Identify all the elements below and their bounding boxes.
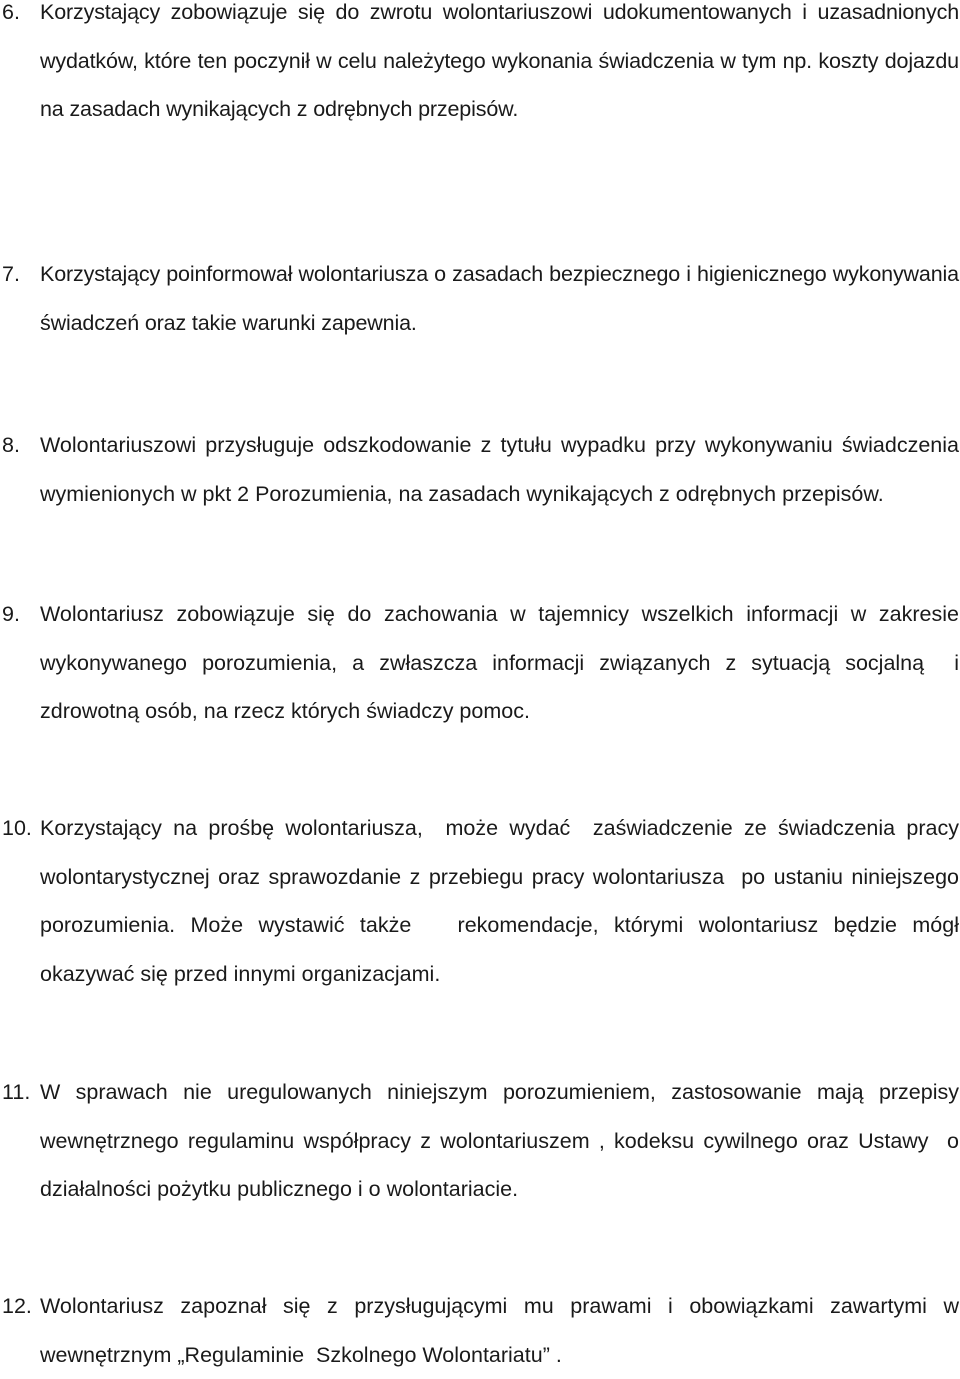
item-text: Korzystający na prośbę wolontariusza, może wydać zaświadczenie ze świadczenia pracy wolontarystycznej oraz sprawozdanie z przebiegu pracy wolontariusza po ustaniu niniejszego porozumienia. Może wystawić także rekomendacje, którymi wolontariusz będzie mógł okazywać się przed innymi organizacjami. [40, 816, 959, 986]
item-number: 7. [2, 262, 20, 286]
item-text: Korzystający zobowiązuje się do zwrotu wolontariuszowi udokumentowanych i uzasadnionych wydatków, które ten poczynił w celu należytego wykonania świadczenia w tym np. koszty dojazdu na zasadach wynikających z odrębnych przepisów. [40, 0, 959, 121]
item-text: Wolontariusz zapoznał się z przysługującymi mu prawami i obowiązkami zawartymi w wewnętrznym „Regulaminie Szkolnego Wolontariatu” . [40, 1294, 959, 1367]
item-number: 12. [2, 1294, 32, 1318]
item-number: 9. [2, 602, 20, 626]
item-number: 8. [2, 433, 20, 457]
item-text: Wolontariuszowi przysługuje odszkodowanie z tytułu wypadku przy wykonywaniu świadczenia wymienionych w pkt 2 Porozumienia, na zasadach wynikających z odrębnych przepisów. [40, 433, 959, 506]
item-number: 10. [2, 816, 32, 840]
item-number: 6. [2, 0, 20, 24]
item-text: W sprawach nie uregulowanych niniejszym porozumieniem, zastosowanie mają przepisy wewnętrznego regulaminu współpracy z wolontariuszem , kodeksu cywilnego oraz Ustawy o działalności pożytku publicznego i o wolontariacie. [40, 1080, 959, 1201]
item-text: Wolontariusz zobowiązuje się do zachowania w tajemnicy wszelkich informacji w zakresie wykonywanego porozumienia, a zwłaszcza informacji związanych z sytuacją socjalną i zdrowotną osób, na rzecz których świadczy pomoc. [40, 602, 959, 723]
item-text: Korzystający poinformował wolontariusza o zasadach bezpiecznego i higienicznego wykonywania świadczeń oraz takie warunki zapewnia. [40, 262, 959, 335]
item-number: 11. [2, 1080, 31, 1104]
